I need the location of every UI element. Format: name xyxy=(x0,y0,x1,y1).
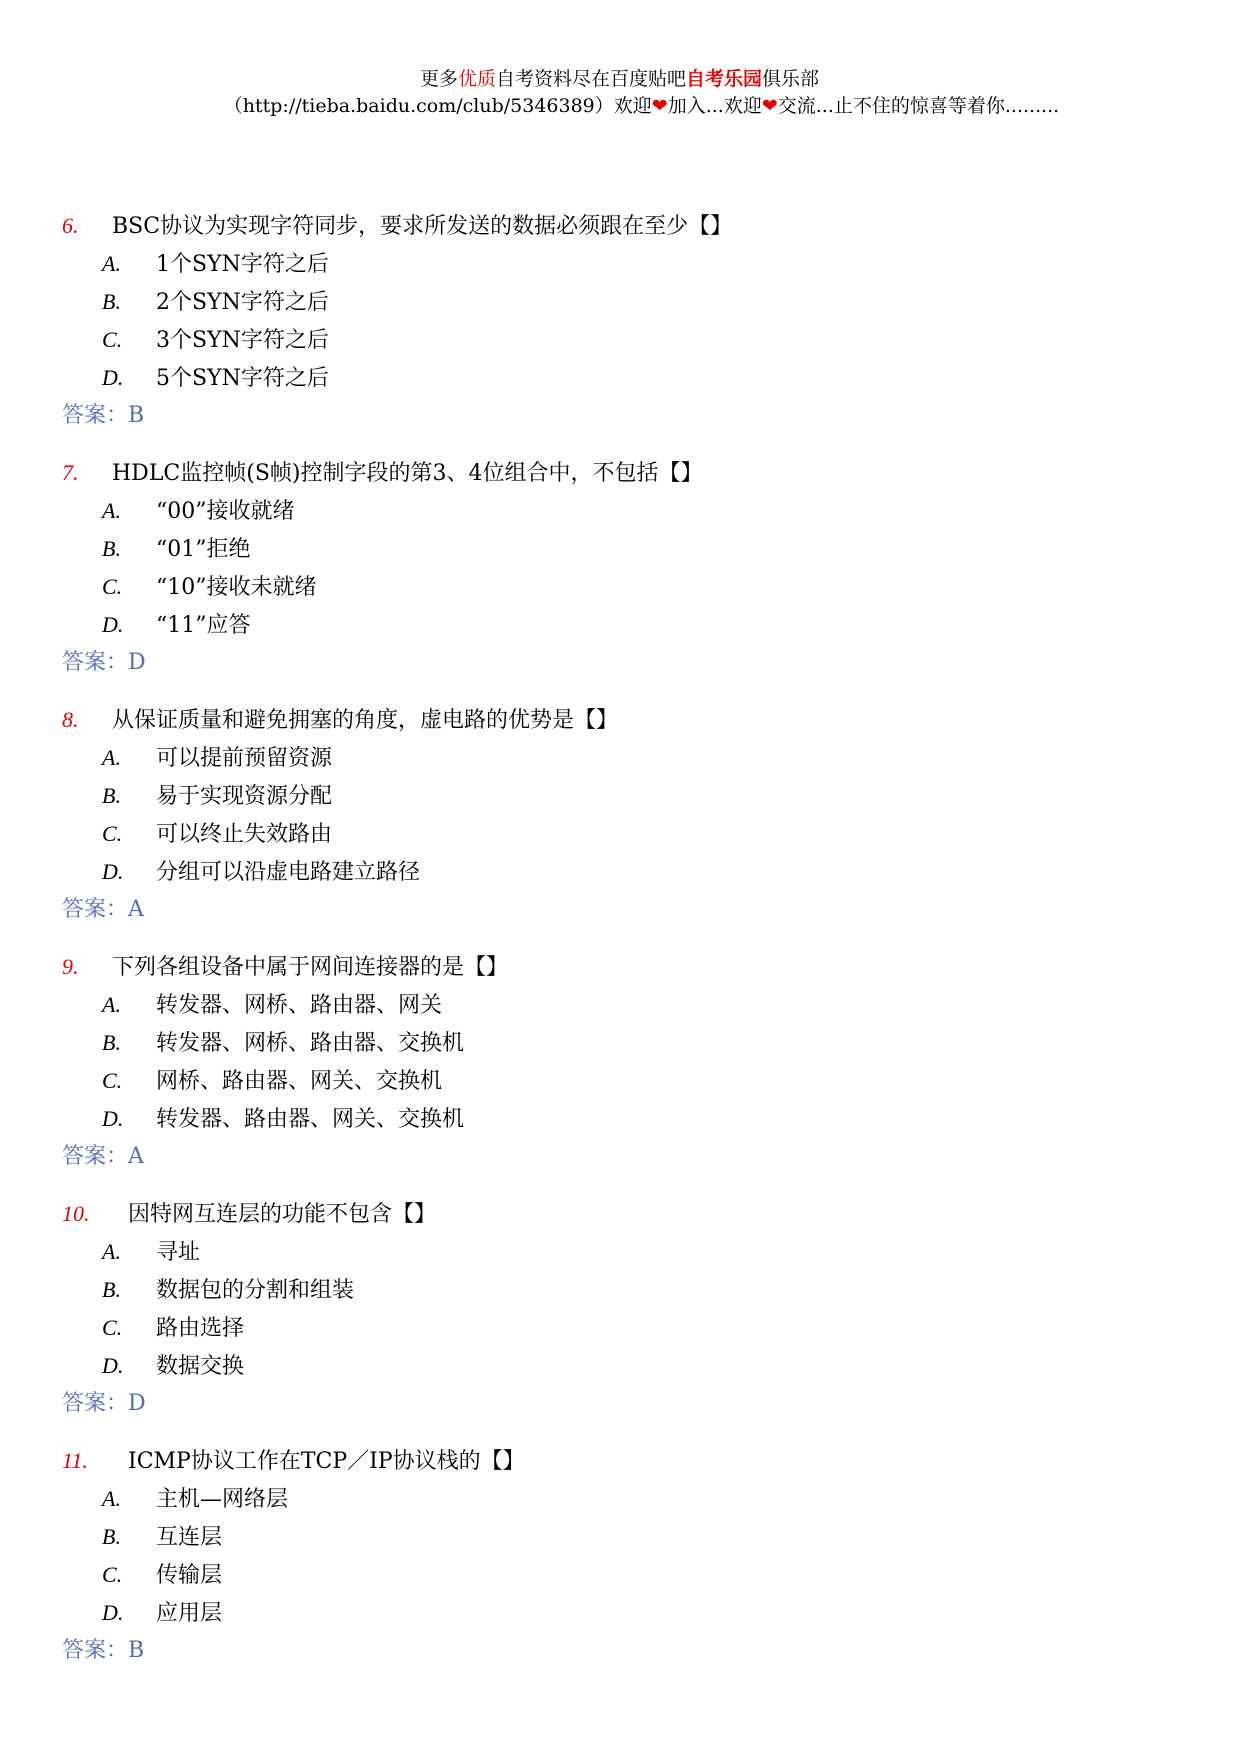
question-number: 9. xyxy=(62,954,79,979)
option-text: 转发器、网桥、路由器、网关 xyxy=(156,993,443,1018)
question-stem xyxy=(62,454,1182,492)
option-text: 主机—网络层 xyxy=(156,1487,289,1512)
heart-icon: ❤ xyxy=(761,95,778,117)
option-letter: A. xyxy=(102,1239,121,1264)
header-highlight: 优质 xyxy=(457,68,496,90)
option-a xyxy=(62,1233,1182,1271)
answer-line: 答案：B xyxy=(62,403,145,428)
header-text: 加入...欢迎 xyxy=(667,95,762,117)
question-8 xyxy=(62,701,1182,928)
option-text: “01”拒绝 xyxy=(156,537,251,562)
answer-line: 答案：B xyxy=(62,1638,145,1663)
option-c xyxy=(62,1556,1182,1594)
answer-line: 答案：A xyxy=(62,897,144,922)
question-stem xyxy=(62,207,1182,245)
option-d xyxy=(62,1100,1182,1138)
option-letter: B. xyxy=(102,783,121,808)
option-text: 数据交换 xyxy=(156,1354,245,1379)
answer-line: 答案：D xyxy=(62,1391,146,1416)
option-letter: D. xyxy=(102,612,124,637)
question-stem xyxy=(62,1195,1182,1233)
question-number: 7. xyxy=(62,460,79,485)
question-text: ICMP协议工作在TCP／IP协议栈的【】 xyxy=(128,1449,525,1474)
option-letter: C. xyxy=(102,1315,123,1340)
option-letter: D. xyxy=(102,365,124,390)
question-number: 11. xyxy=(62,1448,88,1473)
option-letter: C. xyxy=(102,574,123,599)
option-b xyxy=(62,1271,1182,1309)
option-text: “10”接收未就绪 xyxy=(156,575,317,600)
option-text: 转发器、路由器、网关、交换机 xyxy=(156,1107,465,1132)
question-11 xyxy=(62,1442,1182,1669)
option-text: 路由选择 xyxy=(156,1316,245,1341)
option-c xyxy=(62,568,1182,606)
option-b xyxy=(62,530,1182,568)
question-10 xyxy=(62,1195,1182,1422)
question-text: 从保证质量和避免拥塞的角度，虚电路的优势是【】 xyxy=(112,708,619,733)
option-text: 互连层 xyxy=(156,1525,223,1550)
option-text: 可以终止失效路由 xyxy=(156,822,333,847)
option-text: 寻址 xyxy=(156,1240,201,1265)
option-text: 2个SYN字符之后 xyxy=(156,290,329,315)
question-number: 10. xyxy=(62,1201,90,1226)
option-letter: D. xyxy=(102,1600,124,1625)
answer-line: 答案：A xyxy=(62,1144,144,1169)
question-text: 因特网互连层的功能不包含【】 xyxy=(128,1202,437,1227)
option-letter: B. xyxy=(102,1277,121,1302)
option-text: 应用层 xyxy=(156,1601,223,1626)
option-text: 传输层 xyxy=(156,1563,223,1588)
option-text: 网桥、路由器、网关、交换机 xyxy=(156,1069,443,1094)
question-text: BSC协议为实现字符同步，要求所发送的数据必须跟在至少【】 xyxy=(112,214,733,239)
question-stem xyxy=(62,948,1182,986)
option-text: 3个SYN字符之后 xyxy=(156,328,329,353)
heart-icon: ❤ xyxy=(651,95,668,117)
question-7 xyxy=(62,454,1182,681)
option-text: 1个SYN字符之后 xyxy=(156,252,329,277)
option-a xyxy=(62,492,1182,530)
header-text: 更多 xyxy=(419,68,458,90)
option-a xyxy=(62,986,1182,1024)
option-a xyxy=(62,245,1182,283)
option-c xyxy=(62,321,1182,359)
header-text: 自考资料尽在百度贴吧 xyxy=(495,68,686,90)
option-d xyxy=(62,1594,1182,1632)
option-d xyxy=(62,853,1182,891)
option-letter: A. xyxy=(102,745,121,770)
option-text: 可以提前预留资源 xyxy=(156,746,333,771)
option-text: 易于实现资源分配 xyxy=(156,784,333,809)
question-text: HDLC监控帧(S帧)控制字段的第3、4位组合中，不包括【】 xyxy=(112,461,703,486)
option-letter: C. xyxy=(102,1068,123,1093)
option-text: 分组可以沿虚电路建立路径 xyxy=(156,860,421,885)
option-a xyxy=(62,1480,1182,1518)
option-letter: C. xyxy=(102,821,123,846)
option-d xyxy=(62,1347,1182,1385)
question-6 xyxy=(62,207,1182,434)
option-text: 5个SYN字符之后 xyxy=(156,366,329,391)
option-letter: A. xyxy=(102,251,121,276)
header-link-line xyxy=(44,93,1239,120)
option-d xyxy=(62,359,1182,397)
question-number: 6. xyxy=(62,213,79,238)
option-letter: D. xyxy=(102,1353,124,1378)
header-promo-line xyxy=(0,66,1239,93)
option-b xyxy=(62,283,1182,321)
option-text: 转发器、网桥、路由器、交换机 xyxy=(156,1031,465,1056)
option-letter: B. xyxy=(102,1524,121,1549)
question-stem xyxy=(62,701,1182,739)
option-b xyxy=(62,1518,1182,1556)
option-d xyxy=(62,606,1182,644)
option-letter: B. xyxy=(102,289,121,314)
option-b xyxy=(62,1024,1182,1062)
option-letter: A. xyxy=(102,992,121,1017)
option-c xyxy=(62,1309,1182,1347)
page-header xyxy=(0,66,1239,120)
club-link[interactable]: （http://tieba.baidu.com/club/5346389）欢迎 xyxy=(223,95,652,117)
option-text: “00”接收就绪 xyxy=(156,499,295,524)
question-number: 8. xyxy=(62,707,79,732)
option-text: 数据包的分割和组装 xyxy=(156,1278,355,1303)
option-c xyxy=(62,815,1182,853)
option-c xyxy=(62,1062,1182,1100)
option-letter: B. xyxy=(102,536,121,561)
question-text: 下列各组设备中属于网间连接器的是【】 xyxy=(112,955,509,980)
option-a xyxy=(62,739,1182,777)
option-text: “11”应答 xyxy=(156,613,251,638)
question-stem xyxy=(62,1442,1182,1480)
answer-line: 答案：D xyxy=(62,650,146,675)
option-letter: D. xyxy=(102,1106,124,1131)
option-letter: B. xyxy=(102,1030,121,1055)
header-text: 交流...止不住的惊喜等着你......... xyxy=(777,95,1060,117)
header-text: 俱乐部 xyxy=(762,68,820,90)
option-letter: A. xyxy=(102,498,121,523)
option-letter: D. xyxy=(102,859,124,884)
option-letter: C. xyxy=(102,1562,123,1587)
question-9 xyxy=(62,948,1182,1175)
option-letter: A. xyxy=(102,1486,121,1511)
option-b xyxy=(62,777,1182,815)
club-name: 自考乐园 xyxy=(686,68,763,90)
option-letter: C. xyxy=(102,327,123,352)
question-list xyxy=(62,207,1182,1689)
